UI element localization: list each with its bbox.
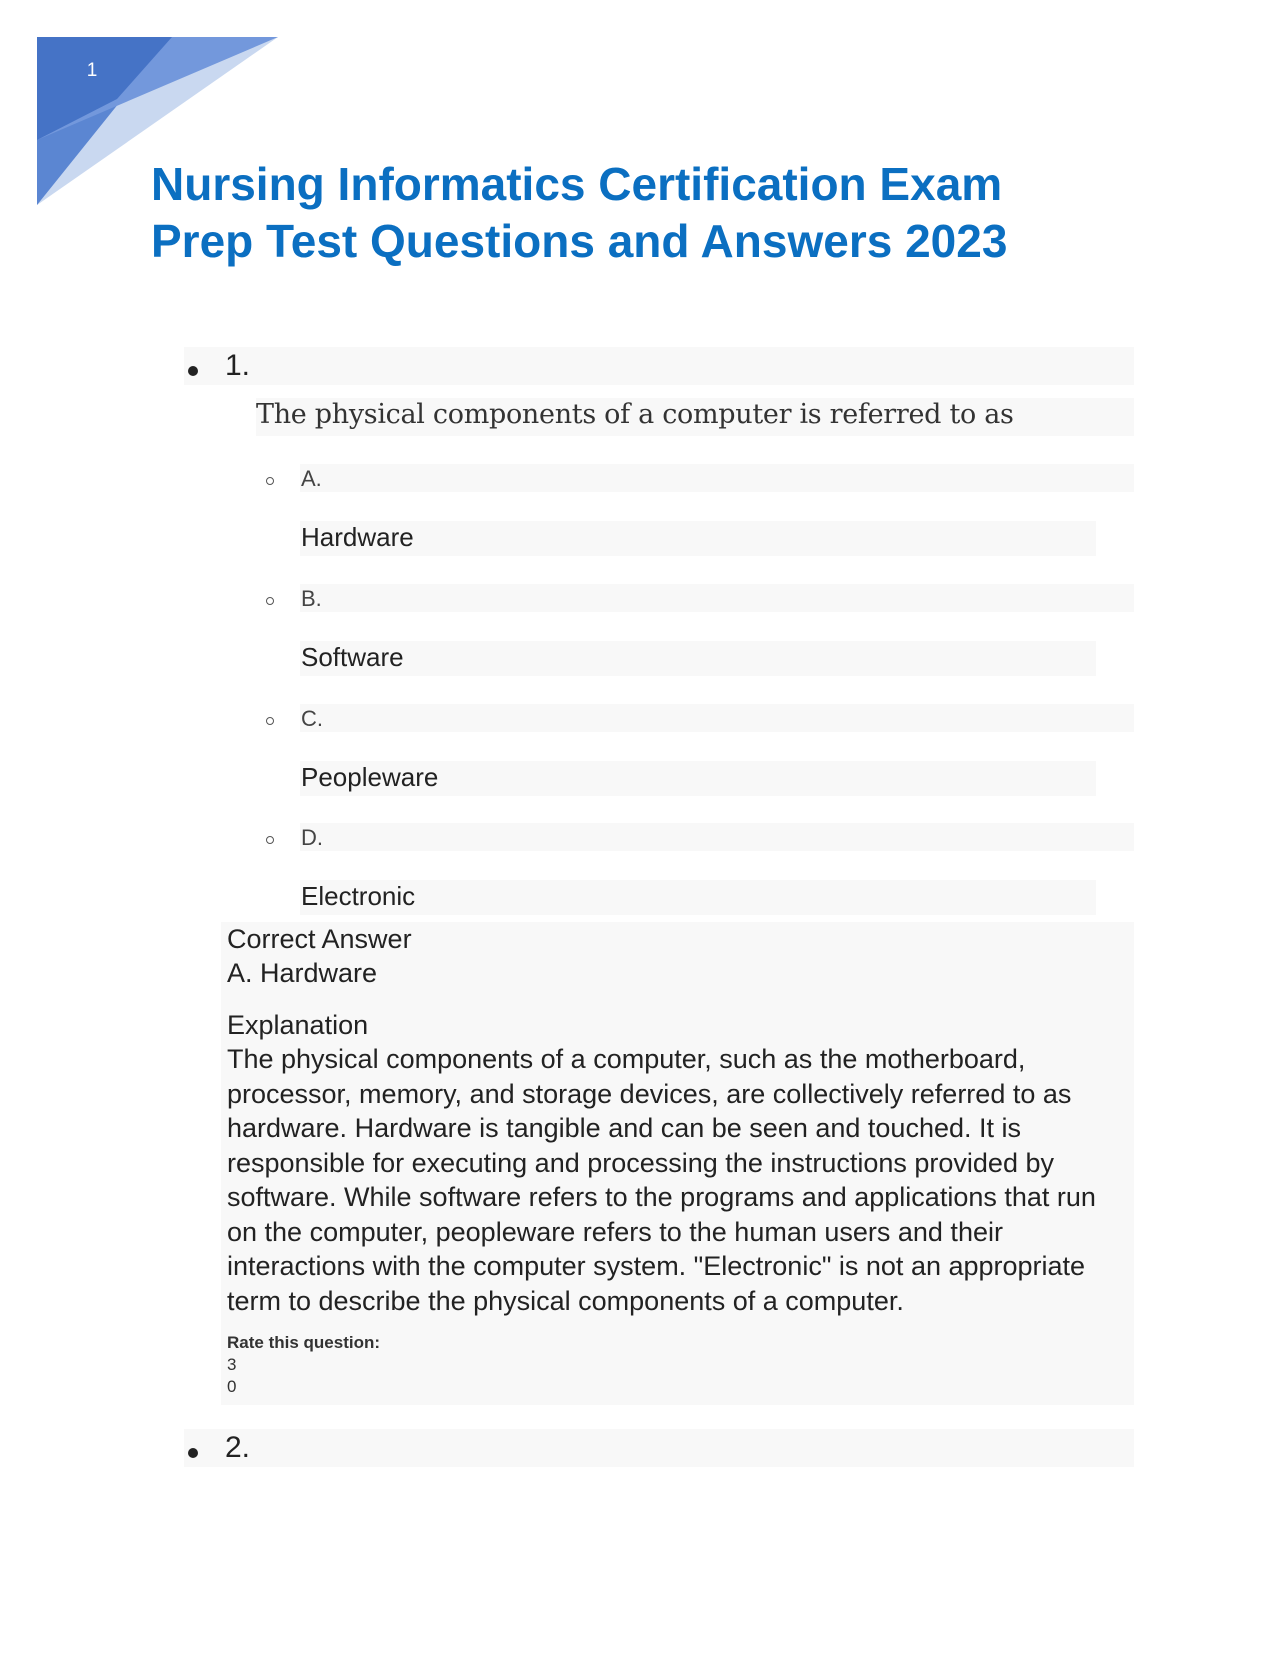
page-number: 1 — [86, 60, 98, 81]
option-c-letter[interactable]: C. — [301, 706, 323, 731]
option-a-text[interactable]: Hardware — [301, 522, 414, 552]
option-c-text[interactable]: Peopleware — [301, 762, 439, 792]
bullet-icon — [188, 366, 198, 376]
page-title-line-1: Nursing Informatics Certification Exam — [151, 158, 1003, 210]
rating-label: Rate this question: — [227, 1333, 381, 1352]
correct-answer-value: A. Hardware — [227, 958, 378, 988]
option-b-letter[interactable]: B. — [301, 586, 322, 611]
option-d-text-row — [300, 880, 1096, 915]
bullet-icon — [188, 1448, 198, 1458]
option-circle-icon — [266, 836, 274, 844]
option-d-letter[interactable]: D. — [301, 825, 323, 850]
option-circle-icon — [266, 597, 274, 605]
question-number-row — [184, 347, 1134, 385]
rating-up-count[interactable]: 3 — [227, 1355, 237, 1374]
page-title-line-2: Prep Test Questions and Answers 2023 — [151, 215, 1008, 267]
option-b-text-row — [300, 641, 1096, 676]
answer-panel — [221, 922, 1134, 1405]
question-number: 1. — [225, 349, 251, 382]
option-b-letter-row — [300, 584, 1134, 612]
option-a-letter-row — [300, 464, 1134, 492]
option-d-text[interactable]: Electronic — [301, 881, 416, 911]
question-text: The physical components of a computer is referred to as — [256, 399, 1014, 430]
question-number-row — [184, 1429, 1134, 1467]
page-title — [151, 156, 1151, 270]
option-c-letter-row — [300, 704, 1134, 732]
option-b-text[interactable]: Software — [301, 642, 404, 672]
question-number: 2. — [225, 1431, 251, 1464]
option-circle-icon — [266, 477, 274, 485]
option-d-letter-row — [300, 823, 1134, 851]
correct-answer-label: Correct Answer — [227, 924, 412, 954]
explanation-label: Explanation — [227, 1010, 369, 1040]
option-a-text-row — [300, 521, 1096, 556]
explanation-text: The physical components of a computer, such as the motherboard, processor, memory, and storage devices, are collectively referred to as hardware. Hardware is tangible and can be seen and touched. It is responsible for executing and processing the instructions provided by software. While software refers to the programs and applications that run on the computer, peopleware refers to the human users and their interactions with the computer system. "Electronic" is not an appropriate term to describe the physical components of a computer. — [227, 1044, 1096, 1316]
rating-down-count[interactable]: 0 — [227, 1377, 237, 1396]
option-a-letter[interactable]: A. — [301, 466, 322, 491]
option-circle-icon — [266, 717, 274, 725]
